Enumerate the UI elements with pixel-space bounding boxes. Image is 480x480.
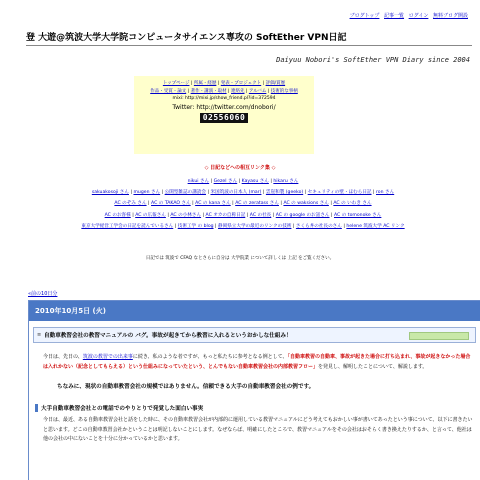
info-link-career[interactable]: 所属・経歴 bbox=[193, 81, 217, 86]
info-link-talks[interactable]: 著作・講演・取材 bbox=[190, 88, 227, 94]
mutual-link[interactable]: AC の社長 bbox=[249, 212, 272, 218]
post-paragraph-2: ちなみに、現状の自動車教習会社の規模ではありません。信頼できる大手の自動車教習会社の例です。 bbox=[57, 384, 315, 390]
post-inline-link[interactable]: 筑波の教習での出来事 bbox=[82, 354, 133, 360]
title-divider bbox=[26, 45, 472, 46]
top-nav-create-blog[interactable]: 無料ブログ開設 bbox=[432, 13, 468, 19]
info-link-works[interactable]: 作品・受賞・論文 bbox=[150, 88, 187, 94]
mutual-link[interactable]: Kayasu さん bbox=[241, 179, 269, 184]
section-heading: 大手自動車教習会社との電話でのやりとりで発覚した面白い事実 bbox=[35, 404, 474, 412]
mutual-link[interactable]: Gezel さん bbox=[213, 179, 238, 184]
info-link-album[interactable]: アルバム bbox=[248, 88, 267, 94]
date-header: 2010年10月5日 (火) bbox=[29, 301, 480, 321]
mutual-link[interactable]: AC の小林さん bbox=[170, 212, 202, 218]
info-box: トップページ | 所属・経歴 | 発表・プロジェクト | 評価/賞歴 作品・受賞・論文 | 著作・講演・取材 | 連絡先 | アルバム | 技術的な事柄 mixi: http://mixi.jp/show_friend.pl?id=372594 Twitter: http://twitter.com/dnobori/ 02556060 bbox=[134, 76, 314, 154]
mutual-link[interactable]: sakuakosoji さん bbox=[91, 190, 129, 196]
mutual-link[interactable]: 雲崖和製 (geeko) bbox=[265, 190, 304, 196]
mutual-link[interactable]: 技術工学 の blog bbox=[177, 223, 214, 229]
post-title: 自動車教習会社の教習マニュアルの バグ。事故が起きてから教習に入れるというおかしな仕組み！ bbox=[44, 333, 292, 339]
info-link-tech[interactable]: 技術的な事柄 bbox=[270, 88, 298, 94]
post-paragraph-3: 今日は、最近、ある自動車教習会社と話をした時に、その自動車教習会社が内部的に運用している教習マニュアルにどう考えてもおかしい事が書いてあったという事について、以下に書きたいと思います。どこの自動車教習会社かということは明記しないことにします。なぜならば、明確にしたところで、教習マニュアルをその会社はおそらく書き換えたりするか、と言って、他社は他の会社の中にないことを十分に分かっているかと思います。 bbox=[43, 417, 473, 442]
top-nav-article-list[interactable]: 記事一覧 bbox=[384, 13, 405, 19]
mutual-link[interactable]: AC の広報さん bbox=[135, 212, 166, 218]
mutual-link[interactable]: 公開型雑誌の講読会 bbox=[164, 190, 206, 196]
link-row-1: nikui さん | Gezel さん | Kayasu さん | hikaru さん bbox=[187, 179, 299, 184]
mutual-link[interactable]: AC のお客様 bbox=[104, 212, 131, 218]
mutual-link[interactable]: さくら丼の社長のさん bbox=[295, 223, 342, 229]
post-text: 今日は、先日の、 bbox=[43, 354, 83, 360]
link-row-5: 東京大学経営工学会の日記を読んでいるさん | 技術工学 の blog | 静岡県立大学の最近のリンクの技術 | さくら丼の社長のさん | helene 筑波大学 AC リンク bbox=[81, 223, 405, 229]
link-row-3: AC のぞみ さん | AC の TAKAO さん | AC の kana さん | AC の zeratass さん | AC の waksions さん | AC の いわき さん bbox=[114, 201, 372, 207]
mutual-link[interactable]: helene 筑波大学 AC リンク bbox=[346, 223, 405, 229]
rating-stars-icon[interactable] bbox=[409, 332, 469, 340]
info-link-awards[interactable]: 評価/賞歴 bbox=[265, 81, 286, 86]
post-highlight: 「自動車教習の自動車、事故が起きた場合に打ち込まれ、事故が起きなかった場合は入れかない（記念としてもらえる）という仕組みになっていたという、とんでもない自動車教習会社の内部教習フロー」 bbox=[43, 354, 471, 370]
mutual-link[interactable]: 静岡県立大学の最近のリンクの技術 bbox=[218, 223, 292, 229]
mutual-link[interactable]: AC の waksions さん bbox=[283, 201, 329, 207]
mutual-link[interactable]: AC オカの自称日記 bbox=[205, 212, 246, 218]
links-heading: ◇ 日記などへの相互リンク集 ◇ bbox=[204, 165, 276, 171]
top-nav-blog-top[interactable]: ブログトップ bbox=[349, 13, 380, 19]
mutual-link[interactable]: AC の zeratass さん bbox=[235, 201, 279, 207]
post-anchor-icon[interactable]: ≡ bbox=[37, 332, 42, 338]
mutual-link[interactable]: 東京大学経営工学会の日記を読んでいるさん bbox=[81, 223, 174, 229]
mutual-link[interactable]: mugen さん bbox=[133, 190, 161, 196]
post-text: に続き、私のような者ですが、もっと私たちに参考となる例として、 bbox=[132, 354, 288, 360]
link-row-2: sakuakosoji さん | mugen さん | 公開型雑誌の講読会 | 米国筑波の日本人 (mar) | 雲崖和製 (geeko) | セキュリティの壁・ほむら日記 | ron さん bbox=[91, 190, 395, 196]
top-nav-login[interactable]: ログイン bbox=[408, 13, 429, 19]
mutual-link[interactable]: AC の TAKAO さん bbox=[151, 201, 191, 207]
site-note: 日記では 筑波で CFAQ なとさらに自分は 大学院業 について詳しくは 上記 をご覧ください。 bbox=[145, 256, 335, 261]
page-subtitle: Daiyuu Nobori's SoftEther VPN Diary since 2004 bbox=[276, 56, 470, 64]
link-row-4: AC のお客様 | AC の広報さん | AC の小林さん | AC オカの自称日記 | AC の社長 | AC の google のお話さん | AC の tomonoke さん bbox=[104, 212, 382, 218]
mutual-link[interactable]: AC の いわき さん bbox=[333, 201, 372, 207]
post-text: を発見し、解明したことについて、解説します。 bbox=[318, 363, 428, 370]
page-title: 登 大遊@筑波大学大学院コンピュータサイエンス専攻の SoftEther VPN日記 bbox=[26, 33, 347, 43]
info-link-projects[interactable]: 発表・プロジェクト bbox=[220, 81, 262, 86]
mixi-link[interactable]: mixi: http://mixi.jp/show_friend.pl?id=372594 bbox=[172, 96, 276, 101]
mutual-links bbox=[26, 176, 460, 232]
mutual-link[interactable]: セキュリティの壁・ほむら日記 bbox=[307, 190, 372, 196]
twitter-link[interactable]: Twitter: http://twitter.com/dnobori/ bbox=[172, 103, 276, 111]
post-header bbox=[33, 327, 476, 343]
prev-days-link[interactable]: «前の10日分 bbox=[28, 291, 58, 297]
mutual-link[interactable]: AC の tomonoke さん bbox=[334, 212, 382, 218]
top-nav bbox=[347, 12, 468, 19]
mutual-link[interactable]: AC のぞみ さん bbox=[114, 201, 147, 207]
mutual-link[interactable]: ron さん bbox=[376, 190, 395, 196]
mutual-link[interactable]: 米国筑波の日本人 (mar) bbox=[210, 190, 262, 196]
mutual-link[interactable]: hikaru さん bbox=[273, 179, 299, 184]
info-link-top[interactable]: トップページ bbox=[162, 81, 190, 86]
mutual-link[interactable]: nikui さん bbox=[187, 179, 210, 184]
info-link-contact[interactable]: 連絡先 bbox=[230, 88, 245, 94]
mutual-link[interactable]: AC の google のお話さん bbox=[275, 212, 330, 218]
post-paragraph-1 bbox=[43, 353, 474, 372]
mutual-link[interactable]: AC の kana さん bbox=[195, 201, 231, 207]
diary-content bbox=[28, 300, 480, 480]
access-counter: 02556060 bbox=[200, 113, 249, 123]
